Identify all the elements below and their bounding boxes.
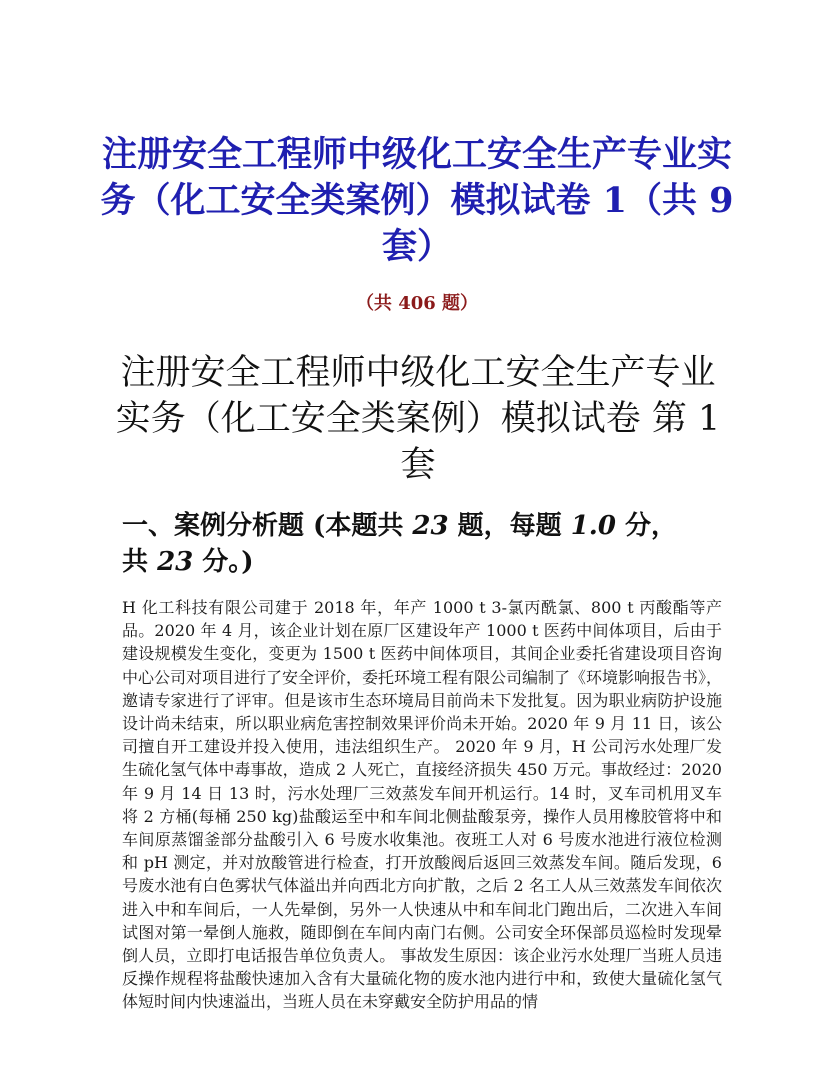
question-count-subtitle: （共 406 题） (355, 293, 479, 314)
section-prefix: 一、案例分析题 (本题共 (122, 511, 413, 541)
section-question-count: 23 (412, 511, 449, 541)
case-paragraph: H 化工科技有限公司建于 2018 年，年产 1000 t 3-氯丙酰氯、800 t 丙酸酯等产品。2020 年 4 月，该企业计划在原厂区建设年产 1000 t 医药中间体项目，后由于建设规模发生变化，变更为 1500 t 医药中间体项目，其间企业委托省建设项目咨询中心公司对项目进行了安全评价，委托环境工程有限公司编制了《环境影响报告书》，邀请专家进行了评审。但是该市生态环境局目前尚未下发批复。因为职业病防护设施设计尚未结束，所以职业病危害控制效果评价尚未开始。2020 年 9 月 11 日，该公司擅自开工建设并投入使用，违法组织生产。 2020 年 9 月，H 公司污水处理厂发生硫化氢气体中毒事故，造成 2 人死亡，直接经济损失 450 万元。事故经过：2020 年 9 月 14 日 13 时，污水处理厂三效蒸发车间开机运行。14 时，叉车司机用叉车将 2 方桶(每桶 250 kg)盐酸运至中和车间北侧盐酸泵旁，操作人员用橡胶管将中和车间原蒸馏釜部分盐酸引入 6 号废水收集池。夜班工人对 6 号废水池进行液位检测和 pH 测定，并对放酸管进行检查，打开放酸阀后返回三效蒸发车间。随后发现，6 号废水池有白色雾状气体溢出并向西北方向扩散，之后 2 名工人从三效蒸发车间依次进入中和车间后，一人先晕倒，另外一人快速从中和车间北门跑出后，二次进入车间试图对第一晕倒人施救，随即倒在车间内南门右侧。公司安全环保部员巡检时发现晕倒人员，立即打电话报告单位负责人。 事故发生原因：该企业污水处理厂当班人员违反操作规程将盐酸快速加入含有大量硫化物的废水池内进行中和，致使大量硫化氢气体短时间内快速溢出，当班人员在未穿戴安全防护用品的情 (122, 598, 723, 1012)
section-mid2: 分，共 (122, 511, 677, 577)
section-heading (122, 508, 682, 580)
case-description (122, 596, 722, 1014)
section-suffix: 分。) (193, 547, 254, 577)
section-mid1: 题，每题 (448, 511, 571, 541)
section-total-points: 23 (157, 547, 194, 577)
section-points-each: 1.0 (570, 511, 616, 541)
main-title: 注册安全工程师中级化工安全生产专业实务（化工安全类案例）模拟试卷 1（共 9 套） (100, 134, 734, 267)
set-title: 注册安全工程师中级化工安全生产专业实务（化工安全类案例）模拟试卷 第 1 套 (115, 353, 721, 485)
